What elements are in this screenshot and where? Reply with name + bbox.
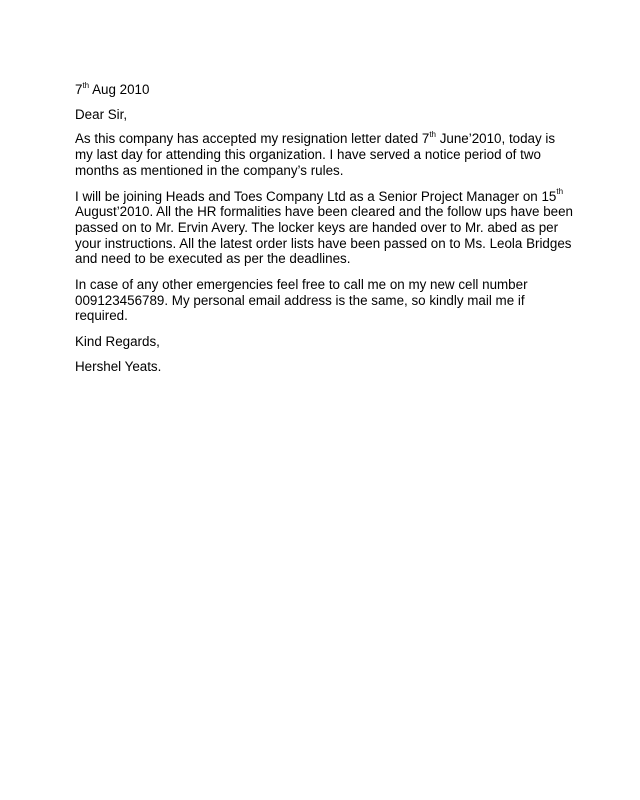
paragraph-handover-sup: th bbox=[556, 187, 564, 197]
closing: Kind Regards, bbox=[75, 334, 160, 350]
date-day: 7 bbox=[75, 82, 83, 97]
paragraph-contact: In case of any other emergencies feel free to call me on my new cell number 009123456789. My personal email address is the same, so kindly mail me if required. bbox=[75, 277, 528, 324]
letter-body bbox=[75, 82, 575, 385]
paragraph-resignation-part-a: As this company has accepted my resignation letter dated 7 bbox=[75, 131, 430, 147]
date-day-suffix: th bbox=[82, 80, 90, 90]
date-rest: Aug 2010 bbox=[89, 82, 150, 97]
paragraph-resignation bbox=[75, 131, 575, 178]
salutation: Dear Sir, bbox=[75, 106, 128, 122]
paragraph-handover-part-a: I will be joining Heads and Toes Company Ltd as a Senior Project Manager on 15 bbox=[75, 188, 557, 204]
paragraph-handover-part-b: August’2010. All the HR formalities have been cleared and the follow ups have been passed on to Mr. Ervin Avery. The locker keys are handed over to Mr. abed as per your instructions. All the latest order lists have been passed on to Ms. Leola Bridges and need to be executed as per the deadlines. bbox=[75, 204, 574, 267]
signature: Hershel Yeats. bbox=[75, 358, 162, 374]
letter-date bbox=[75, 82, 575, 98]
paragraph-resignation-sup: th bbox=[429, 129, 436, 139]
paragraph-resignation-part-b: June’2010, today is my last day for attending this organization. I have served a notice period of two months as mentioned in the company’s rules. bbox=[75, 131, 556, 178]
paragraph-handover bbox=[75, 189, 575, 268]
